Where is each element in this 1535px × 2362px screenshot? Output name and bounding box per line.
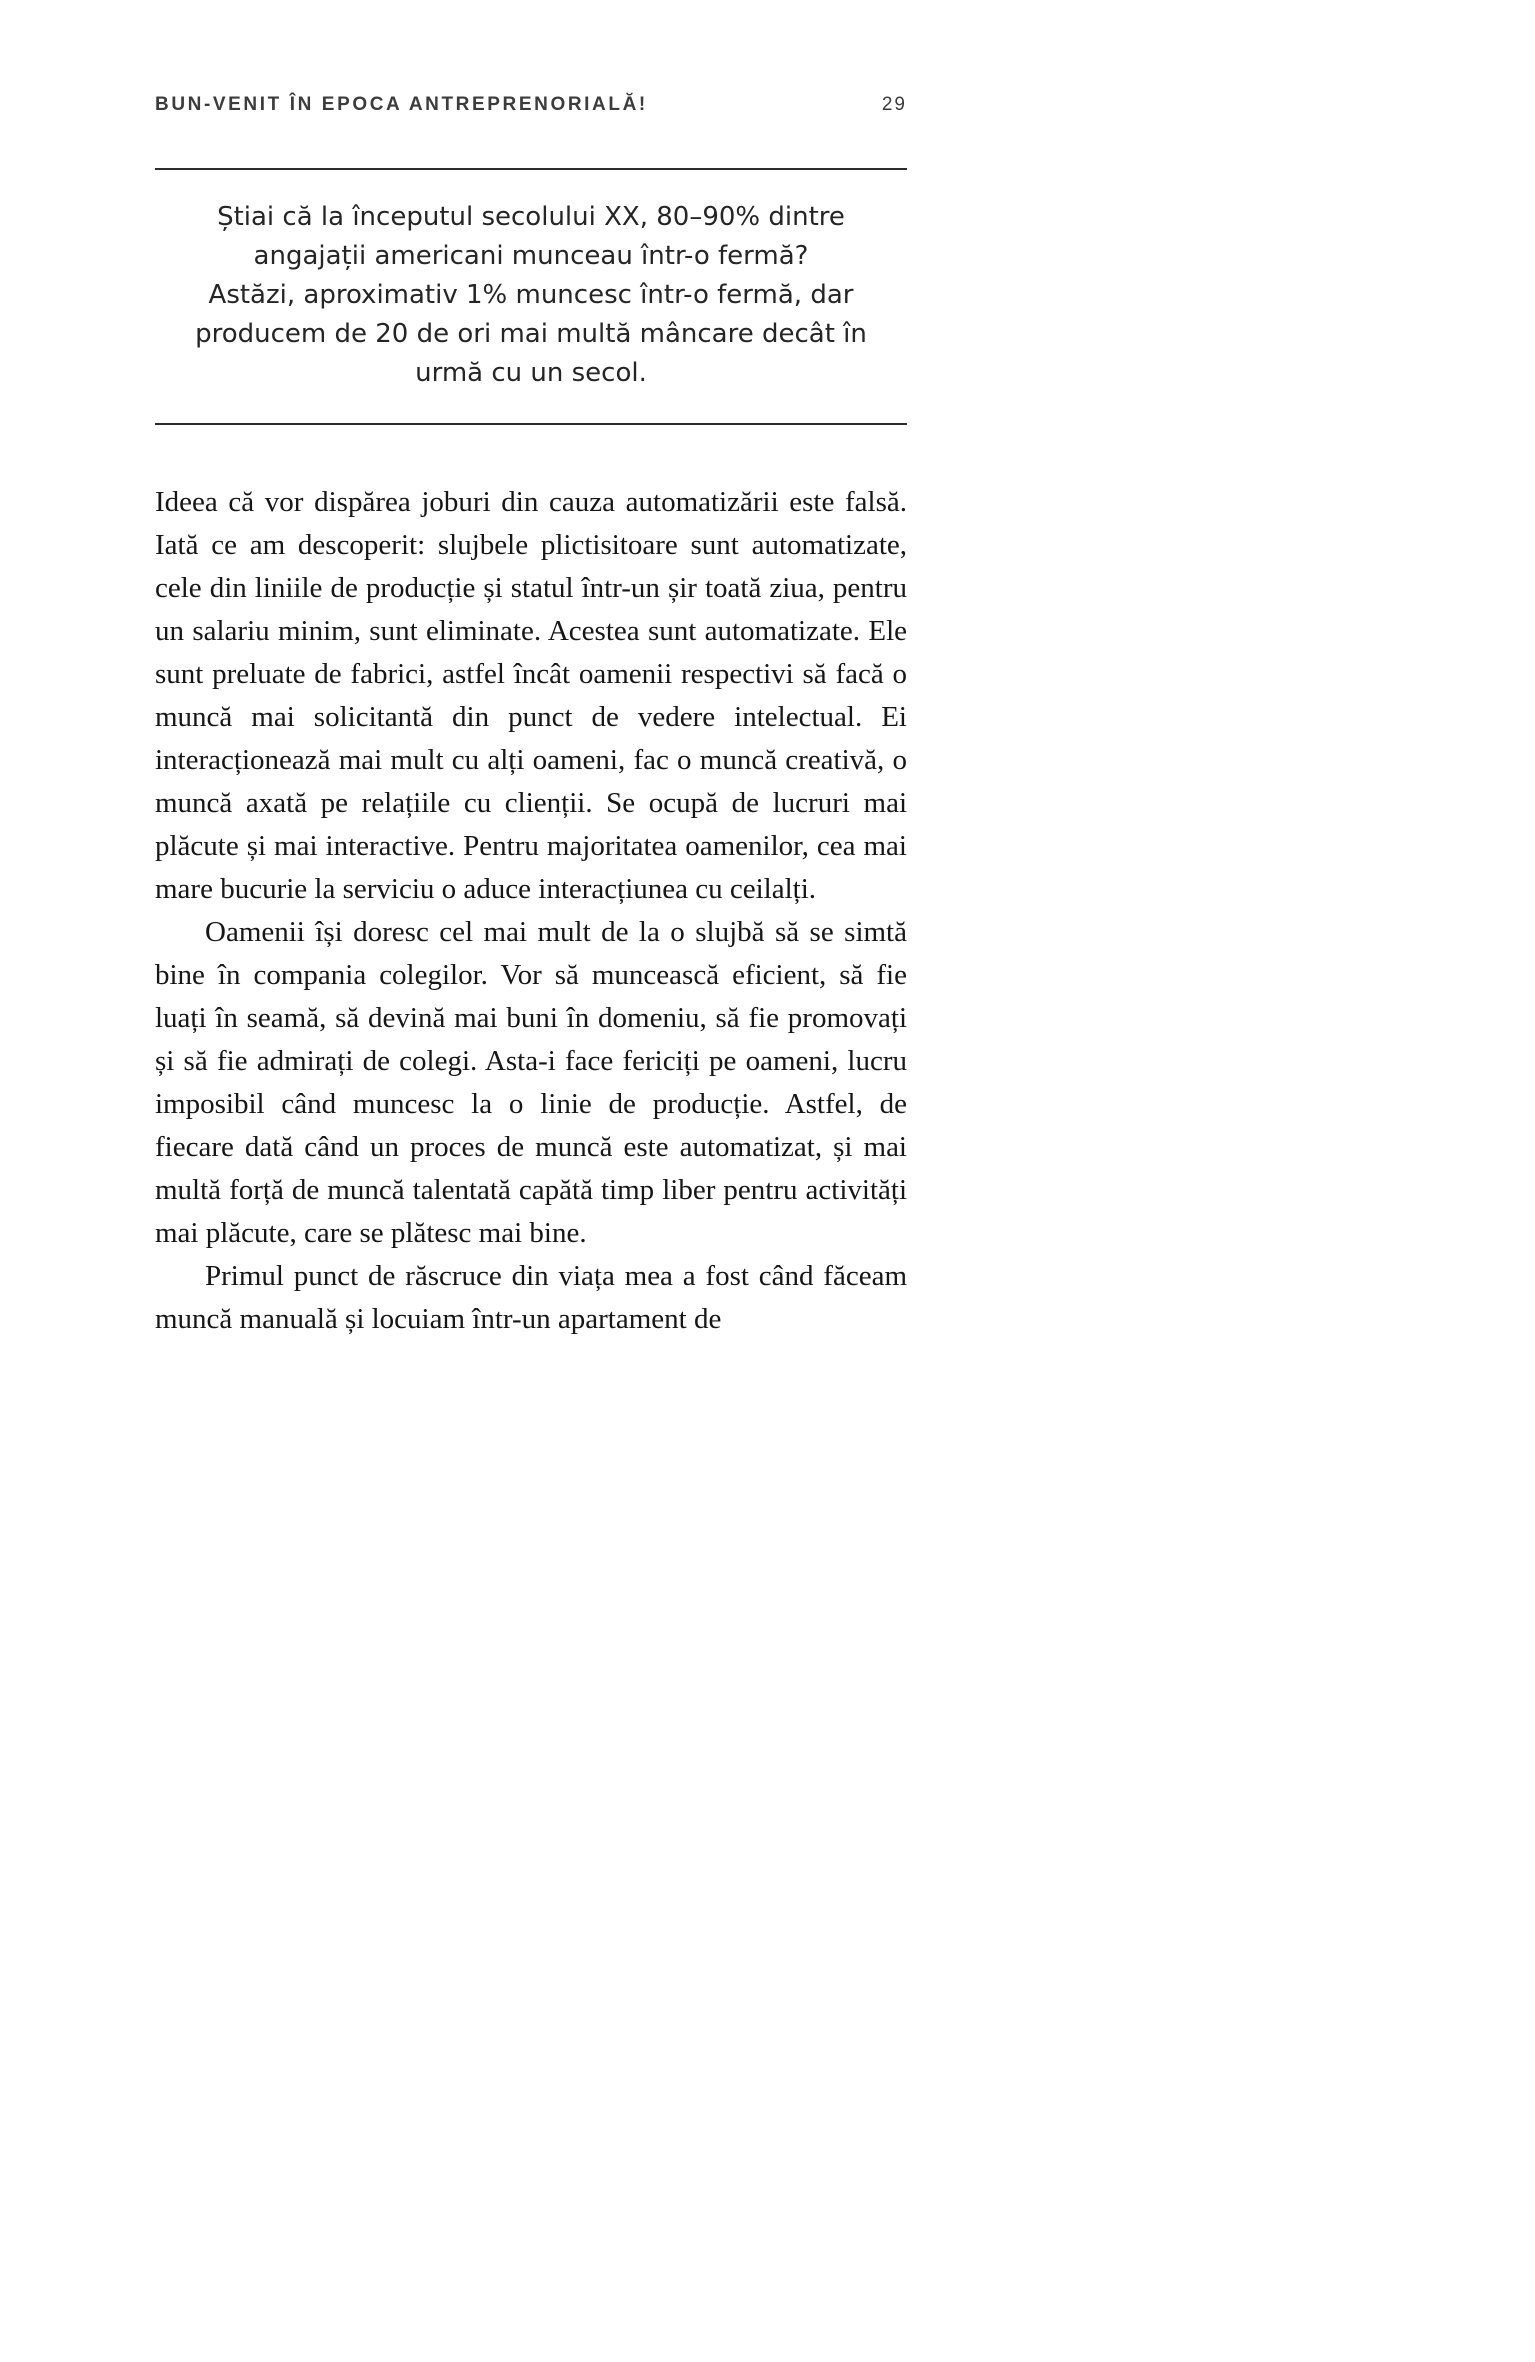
callout-line: urmă cu un secol. <box>415 358 647 388</box>
divider-bottom <box>155 423 907 425</box>
callout-line: angajații americani munceau într-o fermă? <box>253 241 809 271</box>
page-content <box>155 0 907 1341</box>
paragraph: Oamenii își doresc cel mai mult de la o slujbă să se simtă bine în compania colegilor. Vor să muncească eficient, să fie luați în seamă, să devină mai buni în domeniu, să fie promovați și să fie admirați de colegi. Asta-i face fericiți pe oameni, lucru imposibil când muncesc la o linie de producție. Astfel, de fiecare dată când un proces de muncă este automatizat, și mai multă forță de muncă talentată capătă timp liber pentru activități mai plăcute, care se plătesc mai bine. <box>155 916 907 1249</box>
paragraph: Ideea că vor dispărea joburi din cauza automatizării este falsă. Iată ce am descoperit: slujbele plictisitoare sunt automatizate, cele din liniile de producție și statul într-un șir toată ziua, pentru un salariu minim, sunt eliminate. Acestea sunt automatizate. Ele sunt preluate de fabrici, astfel încât oamenii respectivi să facă o muncă mai solicitantă din punct de vedere intelectual. Ei interacționează mai mult cu alți oameni, fac o muncă creativă, o muncă axată pe relațiile cu clienții. Se ocupă de lucruri mai plăcute și mai interactive. Pentru majoritatea oamenilor, cea mai mare bucurie la serviciu o aduce interacțiunea cu ceilalți. <box>155 486 907 905</box>
running-header <box>155 94 907 116</box>
callout-line: Știai că la începutul secolului XX, 80–90% dintre <box>217 202 845 232</box>
body-text <box>155 481 907 1341</box>
divider-top <box>155 168 907 170</box>
callout-line: Astăzi, aproximativ 1% muncesc într-o fermă, dar <box>208 280 854 310</box>
running-header-title: BUN-VENIT ÎN EPOCA ANTREPRENORIALĂ! <box>155 94 648 115</box>
callout-line: producem de 20 de ori mai multă mâncare decât în <box>195 319 867 349</box>
paragraph: Primul punct de răscruce din viața mea a fost când făceam muncă manuală și locuiam într-un apartament de <box>155 1260 907 1335</box>
page-number: 29 <box>881 94 907 115</box>
callout-quote <box>155 198 907 393</box>
